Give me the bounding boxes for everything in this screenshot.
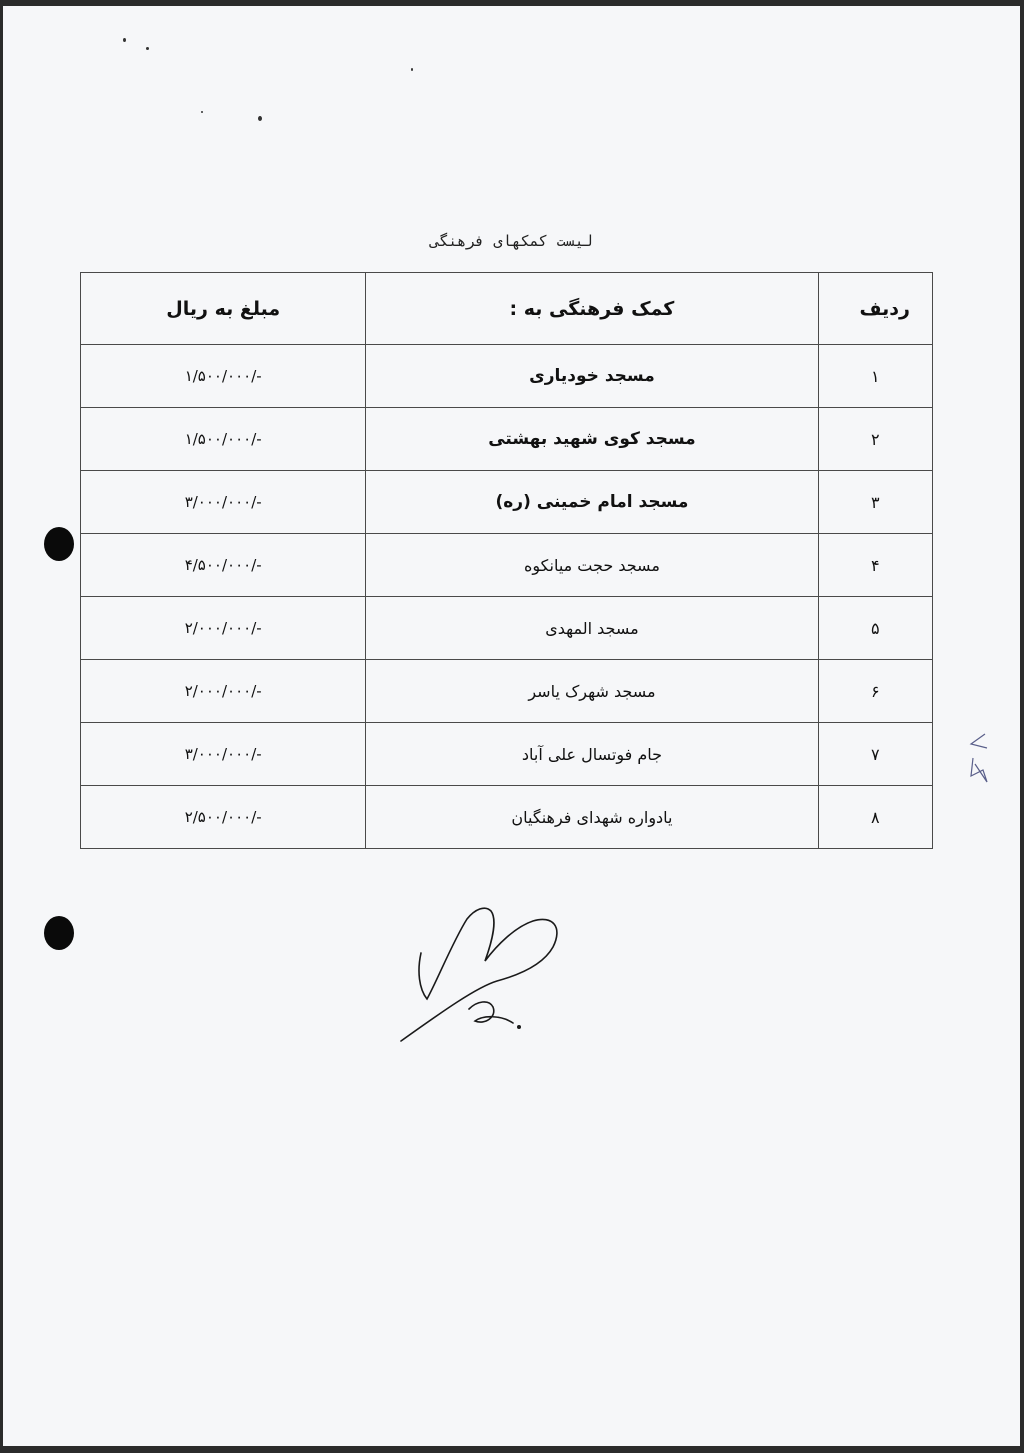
row-number: ۳ [818, 471, 932, 534]
scan-speck [201, 111, 203, 113]
table-row [81, 660, 933, 723]
table-row [81, 723, 933, 786]
row-number: ۴ [818, 534, 932, 597]
row-amount: ۳/۰۰۰/۰۰۰/- [81, 723, 366, 786]
row-description: مسجد امام خمینی (ره) [366, 471, 818, 534]
row-amount: ۲/۰۰۰/۰۰۰/- [81, 597, 366, 660]
punch-hole [44, 527, 74, 561]
row-number: ۸ [818, 786, 932, 849]
table-row [81, 786, 933, 849]
table-row [81, 534, 933, 597]
header-amount: مبلغ به ریال [81, 273, 366, 345]
row-amount: ۲/۵۰۰/۰۰۰/- [81, 786, 366, 849]
table-row [81, 345, 933, 408]
cultural-aid-table [80, 272, 933, 849]
row-amount: ۳/۰۰۰/۰۰۰/- [81, 471, 366, 534]
row-description: یادواره شهدای فرهنگیان [366, 786, 818, 849]
row-number: ۲ [818, 408, 932, 471]
punch-hole [44, 916, 74, 950]
row-amount: ۱/۵۰۰/۰۰۰/- [81, 408, 366, 471]
scan-speck [258, 116, 262, 121]
table-row [81, 408, 933, 471]
table-header-row [81, 273, 933, 345]
row-number: ۶ [818, 660, 932, 723]
row-description: مسجد المهدی [366, 597, 818, 660]
header-row-number: ردیف [818, 273, 932, 345]
table-row [81, 597, 933, 660]
scan-speck [123, 38, 126, 42]
row-description: مسجد حجت میانکوه [366, 534, 818, 597]
document-title: لیست کمکهای فرهنگی [430, 232, 593, 250]
row-number: ۱ [818, 345, 932, 408]
margin-check-mark [963, 728, 997, 788]
row-number: ۵ [818, 597, 932, 660]
row-description: جام فوتسال علی آباد [366, 723, 818, 786]
row-description: مسجد کوی شهید بهشتی [366, 408, 818, 471]
row-number: ۷ [818, 723, 932, 786]
row-amount: ۴/۵۰۰/۰۰۰/- [81, 534, 366, 597]
scanned-page [3, 6, 1020, 1446]
row-description: مسجد خودیاری [366, 345, 818, 408]
header-description: کمک فرهنگی به : [366, 273, 818, 345]
row-amount: ۲/۰۰۰/۰۰۰/- [81, 660, 366, 723]
row-description: مسجد شهرک یاسر [366, 660, 818, 723]
scan-speck [146, 47, 149, 50]
table-row [81, 471, 933, 534]
row-amount: ۱/۵۰۰/۰۰۰/- [81, 345, 366, 408]
signature [393, 901, 573, 1051]
scan-speck [411, 68, 413, 71]
